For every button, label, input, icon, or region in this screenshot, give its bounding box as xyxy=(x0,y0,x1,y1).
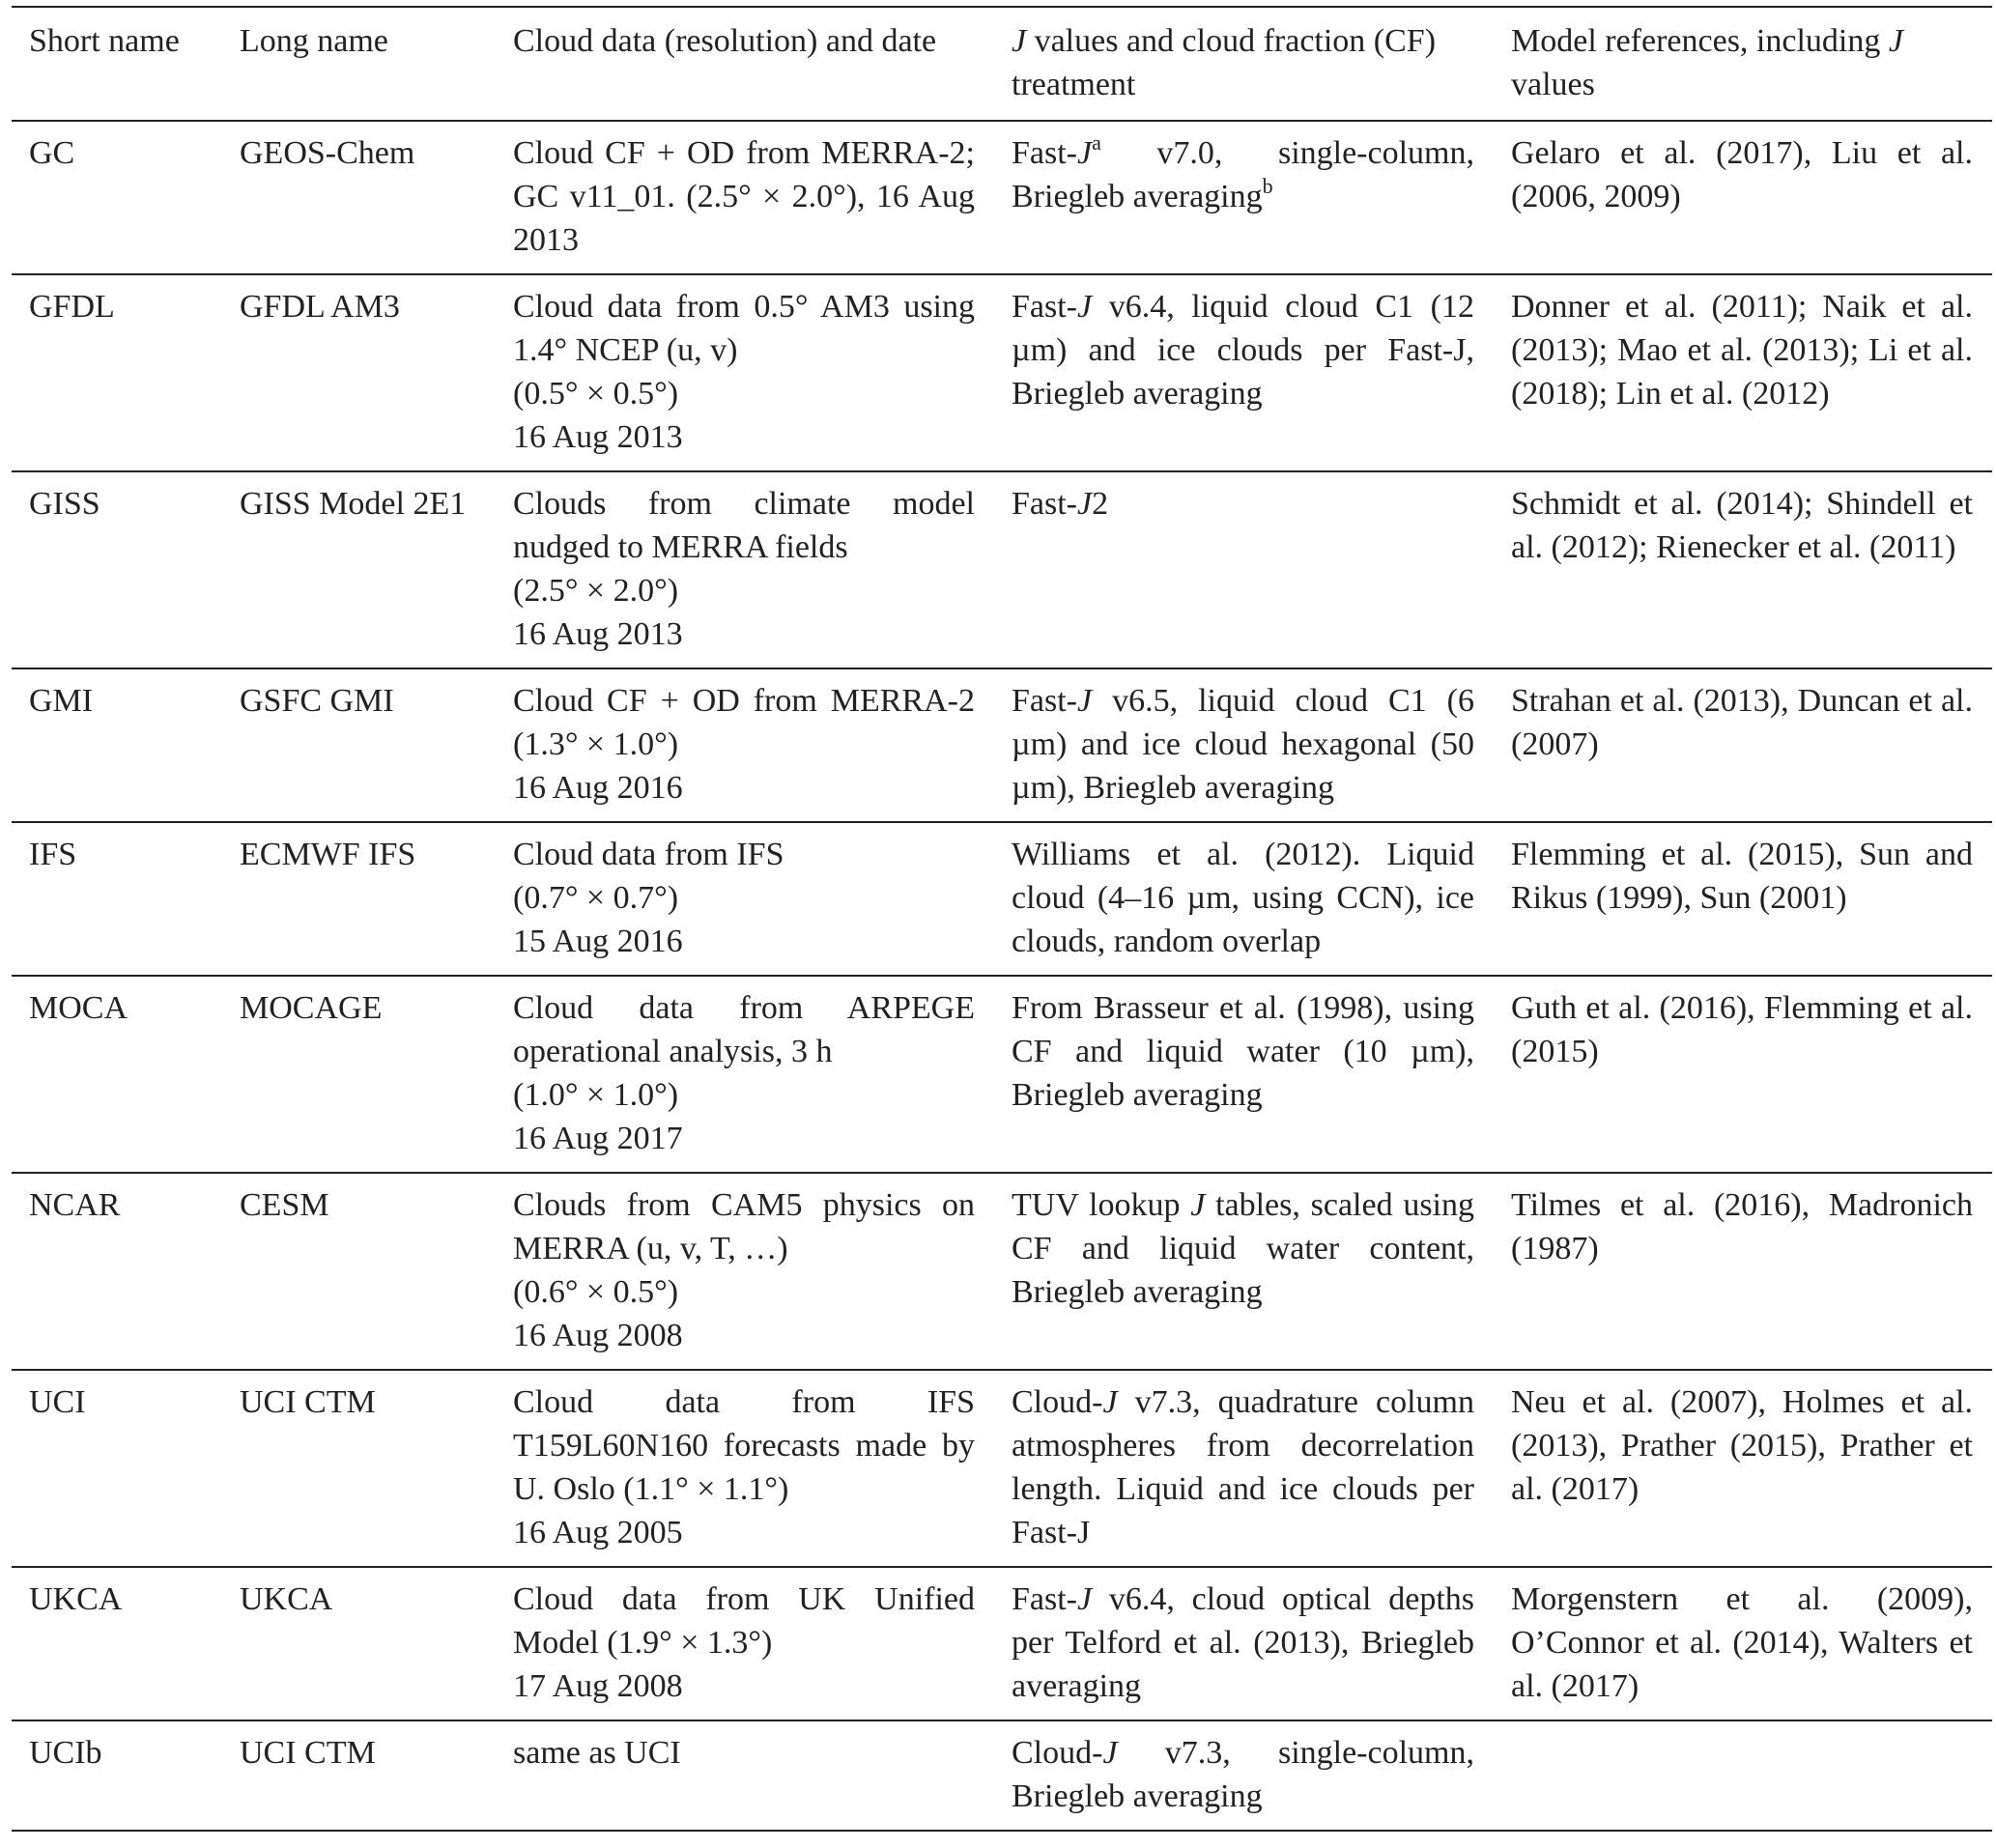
j-symbol: J xyxy=(1102,1735,1118,1771)
cloud-data-line: 16 Aug 2016 xyxy=(513,770,683,806)
cloud-data-line: (0.6° × 0.5°) xyxy=(513,1274,679,1310)
cell-references: Tilmes et al. (2016), Madronich (1987) xyxy=(1511,1187,1973,1266)
j-text: 2 xyxy=(1092,486,1109,522)
cloud-data-line: (0.5° × 0.5°) xyxy=(513,376,679,412)
table-row xyxy=(12,1567,1992,1720)
cloud-data-line: Cloud data from UK Unified Model (1.9° × 1.3°) xyxy=(513,1581,975,1661)
cell-short-name: UKCA xyxy=(29,1581,123,1617)
table-header-row xyxy=(12,7,1992,121)
cloud-data-line: 16 Aug 2005 xyxy=(513,1515,683,1550)
cloud-data-line: (2.5° × 2.0°) xyxy=(513,573,679,609)
j-text: v7.3, quadrature column atmospheres from decorrelation length. Liquid and ice clouds per Fast-J xyxy=(1012,1384,1474,1550)
header-j-values xyxy=(994,7,1494,121)
j-symbol: J xyxy=(1077,289,1093,325)
cell-cloud-data xyxy=(496,1173,994,1370)
cell-references: Strahan et al. (2013), Duncan et al. (2007) xyxy=(1511,683,1973,762)
cell-j-values xyxy=(994,668,1494,822)
table-row xyxy=(12,1720,1992,1831)
cloud-data-line: same as UCI xyxy=(513,1735,681,1771)
model-table xyxy=(12,6,1992,1832)
header-references xyxy=(1494,7,1992,121)
j-symbol: J xyxy=(1077,683,1093,719)
cell-short-name: GC xyxy=(29,135,75,171)
j-symbol: J xyxy=(1077,1581,1093,1617)
cell-long-name: CESM xyxy=(240,1187,329,1223)
header-long-name: Long name xyxy=(240,23,388,59)
cloud-data-line: (1.0° × 1.0°) xyxy=(513,1077,679,1113)
header-refs-j: J xyxy=(1888,23,1903,59)
table-row xyxy=(12,822,1992,976)
header-j-text: values and cloud fraction (CF) treatment xyxy=(1012,23,1437,102)
cell-short-name: NCAR xyxy=(29,1187,121,1223)
header-cloud-data: Cloud data (resolution) and date xyxy=(513,23,937,59)
j-symbol: J xyxy=(1102,1384,1118,1420)
cloud-data-line: Cloud data from IFS T159L60N160 forecasts made by U. Oslo (1.1° × 1.1°) xyxy=(513,1384,975,1507)
cell-j-values xyxy=(994,121,1494,274)
cell-j-values xyxy=(994,1173,1494,1370)
cell-cloud-data xyxy=(496,822,994,976)
cell-long-name: GISS Model 2E1 xyxy=(240,486,467,522)
cloud-data-line: Cloud data from IFS xyxy=(513,837,784,872)
cloud-data-line: Cloud data from ARPEGE operational analysis, 3 h xyxy=(513,990,975,1069)
cell-j-values xyxy=(994,1370,1494,1567)
cell-long-name: GEOS-Chem xyxy=(240,135,415,171)
j-symbol: J xyxy=(1190,1187,1206,1223)
cell-short-name: UCIb xyxy=(29,1735,102,1771)
cell-references: Guth et al. (2016), Flemming et al. (2015) xyxy=(1511,990,1973,1069)
table-row xyxy=(12,1370,1992,1567)
header-refs-suffix: values xyxy=(1511,67,1595,102)
cell-j-values xyxy=(994,471,1494,668)
cell-j-values xyxy=(994,1567,1494,1720)
cell-long-name: GSFC GMI xyxy=(240,683,394,719)
j-text: v7.3, single-column, Briegleb averaging xyxy=(1012,1735,1474,1814)
cell-short-name: GMI xyxy=(29,683,94,719)
j-text: v6.4, liquid cloud C1 (12 µm) and ice clouds per Fast-J, Briegleb averaging xyxy=(1012,289,1474,412)
cell-long-name: UCI CTM xyxy=(240,1735,376,1771)
cell-cloud-data xyxy=(496,471,994,668)
j-text: v6.5, liquid cloud C1 (6 µm) and ice cloud hexagonal (50 µm), Briegleb averaging xyxy=(1012,683,1474,806)
cloud-data-line: Cloud CF + OD from MERRA-2; GC v11_01. (2.5° × 2.0°), 16 Aug 2013 xyxy=(513,135,975,258)
cell-j-values xyxy=(994,976,1494,1173)
j-prefix: Fast- xyxy=(1012,135,1077,171)
j-prefix: Fast- xyxy=(1012,1581,1077,1617)
cell-j-values xyxy=(994,822,1494,976)
cell-long-name: ECMWF IFS xyxy=(240,837,416,872)
cloud-data-line: Clouds from CAM5 physics on MERRA (u, v, T, …) xyxy=(513,1187,975,1266)
j-prefix: Cloud- xyxy=(1012,1735,1103,1771)
table-row xyxy=(12,668,1992,822)
header-j-symbol: J xyxy=(1012,23,1027,59)
cell-cloud-data xyxy=(496,668,994,822)
header-short-name: Short name xyxy=(29,23,180,59)
cloud-data-line: 17 Aug 2008 xyxy=(513,1668,683,1704)
j-text: tables, scaled using CF and liquid water content, Briegleb averaging xyxy=(1012,1187,1474,1310)
cell-short-name: IFS xyxy=(29,837,77,872)
cell-references: Morgenstern et al. (2009), O’Connor et al. (2014), Walters et al. (2017) xyxy=(1511,1581,1973,1704)
footnote-b: b xyxy=(1262,174,1273,198)
cell-long-name: UCI CTM xyxy=(240,1384,376,1420)
cloud-data-line: 16 Aug 2013 xyxy=(513,616,683,652)
cell-short-name: UCI xyxy=(29,1384,86,1420)
cloud-data-line: (0.7° × 0.7°) xyxy=(513,880,679,916)
j-prefix: Cloud- xyxy=(1012,1384,1103,1420)
table-row xyxy=(12,976,1992,1173)
cell-references: Neu et al. (2007), Holmes et al. (2013), Prather (2015), Prather et al. (2017) xyxy=(1511,1384,1973,1507)
j-prefix: Fast- xyxy=(1012,289,1077,325)
table-body xyxy=(12,121,1992,1831)
j-symbol: J xyxy=(1077,486,1093,522)
cloud-data-line: 16 Aug 2008 xyxy=(513,1318,683,1353)
j-prefix: Fast- xyxy=(1012,683,1077,719)
cell-references: Schmidt et al. (2014); Shindell et al. (2012); Rienecker et al. (2011) xyxy=(1511,486,1973,565)
j-text: Williams et al. (2012). Liquid cloud (4–16 µm, using CCN), ice clouds, random overlap xyxy=(1012,837,1474,959)
cell-short-name: MOCA xyxy=(29,990,128,1026)
cell-cloud-data xyxy=(496,121,994,274)
cell-references: Donner et al. (2011); Naik et al. (2013); Mao et al. (2013); Li et al. (2018); Lin et al. (2012) xyxy=(1511,289,1973,412)
j-prefix: Fast- xyxy=(1012,486,1077,522)
cell-cloud-data xyxy=(496,1370,994,1567)
cell-long-name: MOCAGE xyxy=(240,990,383,1026)
j-text: From Brasseur et al. (1998), using CF and liquid water (10 µm), Briegleb averaging xyxy=(1012,990,1474,1113)
cell-cloud-data xyxy=(496,1567,994,1720)
table-row xyxy=(12,471,1992,668)
cell-cloud-data xyxy=(496,976,994,1173)
cell-references xyxy=(1494,1720,1992,1831)
cloud-data-line: 16 Aug 2017 xyxy=(513,1121,683,1156)
cell-cloud-data xyxy=(496,274,994,471)
j-prefix: TUV lookup xyxy=(1012,1187,1191,1223)
cell-short-name: GFDL xyxy=(29,289,115,325)
cell-references: Gelaro et al. (2017), Liu et al. (2006, 2009) xyxy=(1511,135,1973,214)
cloud-data-line: Cloud data from 0.5° AM3 using 1.4° NCEP (u, v) xyxy=(513,289,975,368)
header-refs-prefix: Model references, including xyxy=(1511,23,1889,59)
cell-short-name: GISS xyxy=(29,486,100,522)
cell-cloud-data xyxy=(496,1720,994,1831)
cell-j-values xyxy=(994,1720,1494,1831)
cell-long-name: UKCA xyxy=(240,1581,333,1617)
cloud-data-line: Cloud CF + OD from MERRA-2 (1.3° × 1.0°) xyxy=(513,683,975,762)
table-container xyxy=(12,6,1992,1832)
cell-long-name: GFDL AM3 xyxy=(240,289,400,325)
j-symbol: J xyxy=(1077,135,1093,171)
cell-references: Flemming et al. (2015), Sun and Rikus (1999), Sun (2001) xyxy=(1511,837,1973,916)
footnote-a: a xyxy=(1092,130,1101,155)
cell-j-values xyxy=(994,274,1494,471)
cloud-data-line: 16 Aug 2013 xyxy=(513,419,683,455)
cloud-data-line: Clouds from climate model nudged to MERRA fields xyxy=(513,486,975,565)
table-row xyxy=(12,121,1992,274)
cloud-data-line: 15 Aug 2016 xyxy=(513,924,683,959)
table-row xyxy=(12,1173,1992,1370)
table-row xyxy=(12,274,1992,471)
j-text: v6.4, cloud optical depths per Telford et al. (2013), Briegleb averaging xyxy=(1012,1581,1474,1704)
j-text: v7.0, single-column, Briegleb averaging xyxy=(1012,135,1474,214)
